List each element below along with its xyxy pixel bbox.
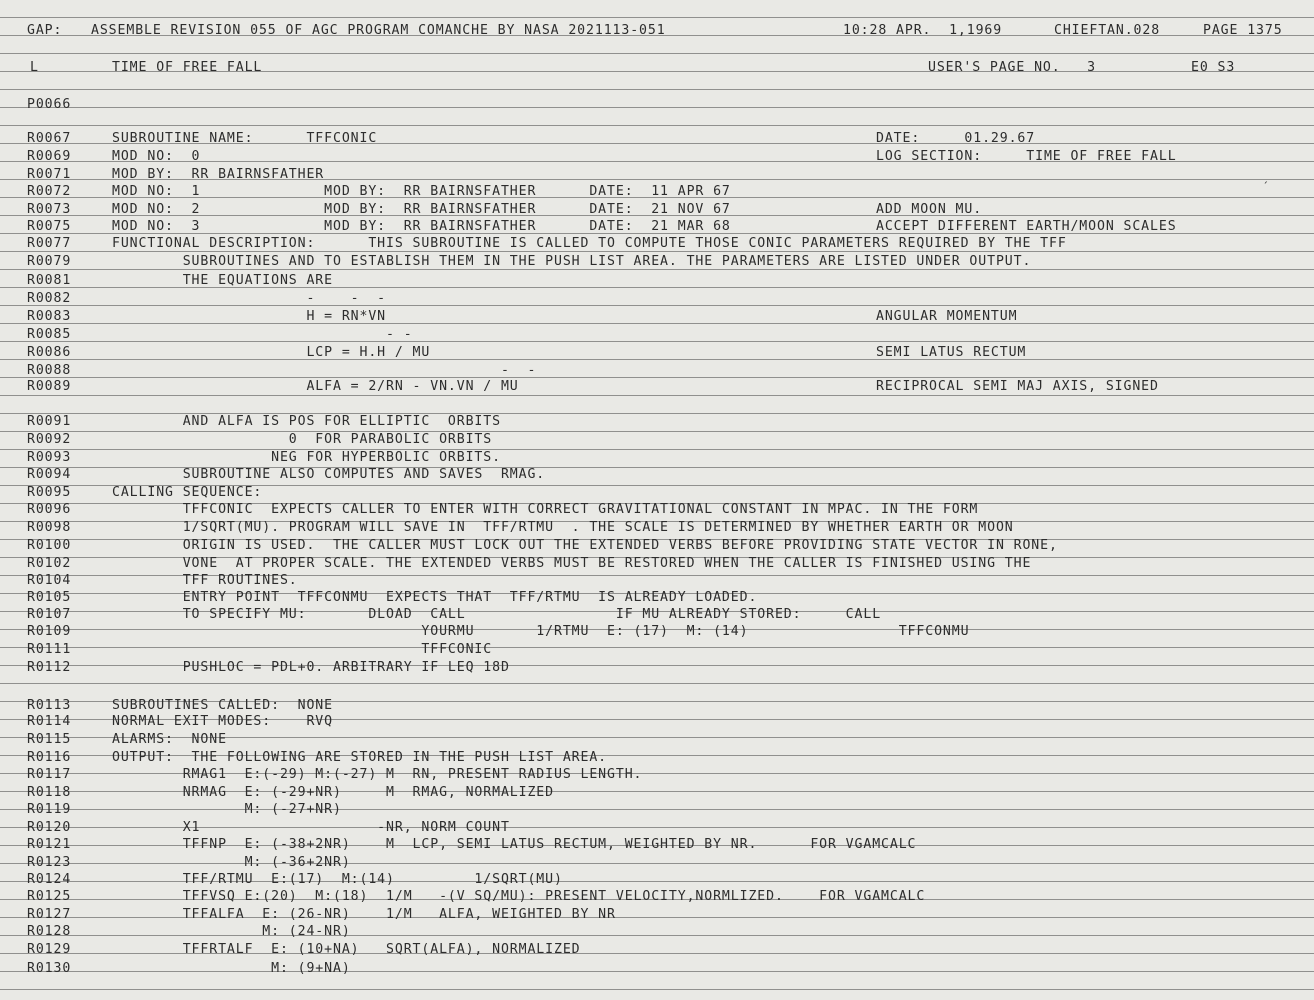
line-number: R0102 <box>27 556 72 571</box>
listing-line <box>0 413 1314 431</box>
line-number: R0088 <box>27 363 72 378</box>
line-text: ENTRY POINT TFFCONMU EXPECTS THAT TFF/RTMU IS ALREADY LOADED. <box>112 590 758 605</box>
line-number: R0119 <box>27 802 72 817</box>
line-number: R0124 <box>27 872 72 887</box>
line-text: NRMAG E: (-29+NR) M RMAG, NORMALIZED <box>112 785 554 800</box>
line-comment: LOG SECTION: TIME OF FREE FALL <box>876 149 1177 164</box>
timestamp: 10:28 APR. 1,1969 <box>843 23 1003 38</box>
line-text: CALLING SEQUENCE: <box>112 485 263 500</box>
listing-line <box>0 784 1314 802</box>
listing-line <box>0 923 1314 941</box>
line-number: R0089 <box>27 379 72 394</box>
line-text: ORIGIN IS USED. THE CALLER MUST LOCK OUT THE EXTENDED VERBS BEFORE PROVIDING STATE VECTOR IN RONE, <box>112 538 1058 553</box>
line-number: R0083 <box>27 309 72 324</box>
line-number: R0086 <box>27 345 72 360</box>
listing-line <box>0 290 1314 308</box>
listing-line <box>0 166 1314 184</box>
line-text: TFFVSQ E:(20) M:(18) 1/M -(V SQ/MU): PRESENT VELOCITY,NORMLIZED. FOR VGAMCALC <box>112 889 926 904</box>
listing-line <box>0 344 1314 362</box>
line-text: ALFA = 2/RN - VN.VN / MU <box>112 379 519 394</box>
listing-line <box>0 606 1314 624</box>
line-text: 0 FOR PARABOLIC ORBITS <box>112 432 493 447</box>
listing-line <box>0 148 1314 166</box>
sub-header <box>0 59 1314 77</box>
line-number: R0114 <box>27 714 72 729</box>
line-number: R0104 <box>27 573 72 588</box>
listing-line <box>0 888 1314 906</box>
line-number: R0115 <box>27 732 72 747</box>
line-text: MOD BY: RR BAIRNSFATHER <box>112 167 325 182</box>
page-header <box>0 22 1314 40</box>
line-text: M: (9+NA) <box>112 961 351 976</box>
listing-line <box>0 218 1314 236</box>
line-number: R0109 <box>27 624 72 639</box>
line-number: R0095 <box>27 485 72 500</box>
line-number: R0130 <box>27 961 72 976</box>
line-text: VONE AT PROPER SCALE. THE EXTENDED VERBS MUST BE RESTORED WHEN THE CALLER IS FINISHED USING THE <box>112 556 1032 571</box>
line-text: LCP = H.H / MU <box>112 345 431 360</box>
listing-line <box>0 519 1314 537</box>
line-number: R0120 <box>27 820 72 835</box>
listing-line <box>0 906 1314 924</box>
line-text: OUTPUT: THE FOLLOWING ARE STORED IN THE PUSH LIST AREA. <box>112 750 608 765</box>
line-text: MOD NO: 3 MOD BY: RR BAIRNSFATHER DATE: 21 MAR 68 <box>112 219 731 234</box>
listing-line <box>0 589 1314 607</box>
line-text: TO SPECIFY MU: DLOAD CALL IF MU ALREADY STORED: CALL <box>112 607 882 622</box>
line-number: R0079 <box>27 254 72 269</box>
listing-line <box>0 941 1314 959</box>
line-number: R0112 <box>27 660 72 675</box>
line-text: H = RN*VN <box>112 309 387 324</box>
listing-line <box>0 449 1314 467</box>
line-comment: RECIPROCAL SEMI MAJ AXIS, SIGNED <box>876 379 1159 394</box>
line-number: R0069 <box>27 149 72 164</box>
users-page-number: USER'S PAGE NO. 3 <box>928 60 1096 75</box>
line-comment: ADD MOON MU. <box>876 202 983 217</box>
line-number: R0067 <box>27 131 72 146</box>
listing-line <box>0 871 1314 889</box>
line-text: M: (-27+NR) <box>112 802 342 817</box>
listing-line <box>0 801 1314 819</box>
line-text: TFFALFA E: (26-NR) 1/M ALFA, WEIGHTED BY NR <box>112 907 616 922</box>
line-number: R0082 <box>27 291 72 306</box>
line-number: R0098 <box>27 520 72 535</box>
line-text: TFF ROUTINES. <box>112 573 298 588</box>
listing-line <box>0 836 1314 854</box>
line-number: R0113 <box>27 698 72 713</box>
listing-line <box>0 641 1314 659</box>
line-number: R0127 <box>27 907 72 922</box>
line-number: R0073 <box>27 202 72 217</box>
line-text: X1 -NR, NORM COUNT <box>112 820 510 835</box>
listing-line <box>0 201 1314 219</box>
line-text: MOD NO: 0 <box>112 149 201 164</box>
listing-line <box>0 766 1314 784</box>
listing-line <box>0 130 1314 148</box>
line-comment: DATE: 01.29.67 <box>876 131 1036 146</box>
line-number: R0081 <box>27 273 72 288</box>
line-number: R0096 <box>27 502 72 517</box>
assemble-title: ASSEMBLE REVISION 055 OF AGC PROGRAM COMANCHE BY NASA 2021113-051 <box>91 23 666 38</box>
listing-line <box>0 272 1314 290</box>
line-text: SUBROUTINE NAME: TFFCONIC <box>112 131 378 146</box>
line-text: YOURMU 1/RTMU E: (17) M: (14) TFFCONMU <box>112 624 970 639</box>
line-text: RMAG1 E:(-29) M:(-27) M RN, PRESENT RADIUS LENGTH. <box>112 767 643 782</box>
line-number: R0091 <box>27 414 72 429</box>
listing-line <box>0 484 1314 502</box>
listing-id: CHIEFTAN.028 <box>1054 23 1161 38</box>
line-text: - - <box>112 327 413 342</box>
line-number: R0116 <box>27 750 72 765</box>
line-text: MOD NO: 2 MOD BY: RR BAIRNSFATHER DATE: 21 NOV 67 <box>112 202 731 217</box>
line-text: FUNCTIONAL DESCRIPTION: THIS SUBROUTINE IS CALLED TO COMPUTE THOSE CONIC PARAMETERS REQUIRED BY THE TFF <box>112 236 1067 251</box>
listing-line <box>0 676 1314 694</box>
line-comment: ANGULAR MOMENTUM <box>876 309 1018 324</box>
line-number: R0100 <box>27 538 72 553</box>
line-number: R0107 <box>27 607 72 622</box>
line-text: NORMAL EXIT MODES: RVQ <box>112 714 333 729</box>
line-number: R0129 <box>27 942 72 957</box>
line-text: SUBROUTINE ALSO COMPUTES AND SAVES RMAG. <box>112 467 546 482</box>
listing-line <box>0 960 1314 978</box>
listing-line <box>0 537 1314 555</box>
line-number: R0123 <box>27 855 72 870</box>
line-number: R0075 <box>27 219 72 234</box>
line-number: R0111 <box>27 642 72 657</box>
page-number: PAGE 1375 <box>1203 23 1283 38</box>
line-number: R0128 <box>27 924 72 939</box>
listing-line <box>0 731 1314 749</box>
line-number: R0092 <box>27 432 72 447</box>
line-text: - - <box>112 363 537 378</box>
listing-line <box>0 431 1314 449</box>
gap-label: GAP: <box>27 23 63 38</box>
section-title: TIME OF FREE FALL <box>112 60 263 75</box>
line-text: AND ALFA IS POS FOR ELLIPTIC ORBITS <box>112 414 501 429</box>
margin-tick: ´ <box>1262 180 1269 193</box>
listing-line <box>0 308 1314 326</box>
line-text: MOD NO: 1 MOD BY: RR BAIRNSFATHER DATE: 11 APR 67 <box>112 184 731 199</box>
line-text: NEG FOR HYPERBOLIC ORBITS. <box>112 450 501 465</box>
line-text: 1/SQRT(MU). PROGRAM WILL SAVE IN TFF/RTMU . THE SCALE IS DETERMINED BY WHETHER EARTH OR MOON <box>112 520 1014 535</box>
line-number: R0117 <box>27 767 72 782</box>
listing-line <box>0 235 1314 253</box>
line-number: R0072 <box>27 184 72 199</box>
line-text: TFFNP E: (-38+2NR) M LCP, SEMI LATUS RECTUM, WEIGHTED BY NR. FOR VGAMCALC <box>112 837 917 852</box>
line-text: ALARMS: NONE <box>112 732 227 747</box>
listing-line <box>0 326 1314 344</box>
line-comment: ACCEPT DIFFERENT EARTH/MOON SCALES <box>876 219 1177 234</box>
listing-line <box>0 501 1314 519</box>
line-text: TFFRTALF E: (10+NA) SQRT(ALFA), NORMALIZED <box>112 942 581 957</box>
log-letter: L <box>30 60 39 75</box>
line-text: PUSHLOC = PDL+0. ARBITRARY IF LEQ 18D <box>112 660 510 675</box>
listing-line <box>0 96 1314 114</box>
line-number: R0125 <box>27 889 72 904</box>
line-text: TFFCONIC <box>112 642 493 657</box>
line-text: TFF/RTMU E:(17) M:(14) 1/SQRT(MU) <box>112 872 563 887</box>
listing-line <box>0 819 1314 837</box>
line-comment: SEMI LATUS RECTUM <box>876 345 1027 360</box>
listing-line <box>0 659 1314 677</box>
line-number: R0077 <box>27 236 72 251</box>
line-text: M: (24-NR) <box>112 924 351 939</box>
line-text: THE EQUATIONS ARE <box>112 273 333 288</box>
line-number: R0085 <box>27 327 72 342</box>
line-number: R0094 <box>27 467 72 482</box>
listing-line <box>0 713 1314 731</box>
listing-line <box>0 749 1314 767</box>
line-number: R0093 <box>27 450 72 465</box>
listing-line <box>0 396 1314 414</box>
line-text: M: (-36+2NR) <box>112 855 351 870</box>
line-text: TFFCONIC EXPECTS CALLER TO ENTER WITH CORRECT GRAVITATIONAL CONSTANT IN MPAC. IN THE FORM <box>112 502 979 517</box>
line-number: R0121 <box>27 837 72 852</box>
line-text: SUBROUTINES AND TO ESTABLISH THEM IN THE PUSH LIST AREA. THE PARAMETERS ARE LISTED UNDER OUTPUT. <box>112 254 1032 269</box>
listing-line <box>0 623 1314 641</box>
listing-line <box>0 378 1314 396</box>
line-number: R0071 <box>27 167 72 182</box>
eo-code: E0 S3 <box>1191 60 1236 75</box>
listing-line <box>0 183 1314 201</box>
listing-line <box>0 466 1314 484</box>
line-number: R0105 <box>27 590 72 605</box>
line-text: SUBROUTINES CALLED: NONE <box>112 698 333 713</box>
listing-line <box>0 253 1314 271</box>
listing-line <box>0 572 1314 590</box>
line-number: R0118 <box>27 785 72 800</box>
listing-line <box>0 854 1314 872</box>
listing-line <box>0 555 1314 573</box>
line-text: - - - <box>112 291 387 306</box>
line-number: P0066 <box>27 97 72 112</box>
